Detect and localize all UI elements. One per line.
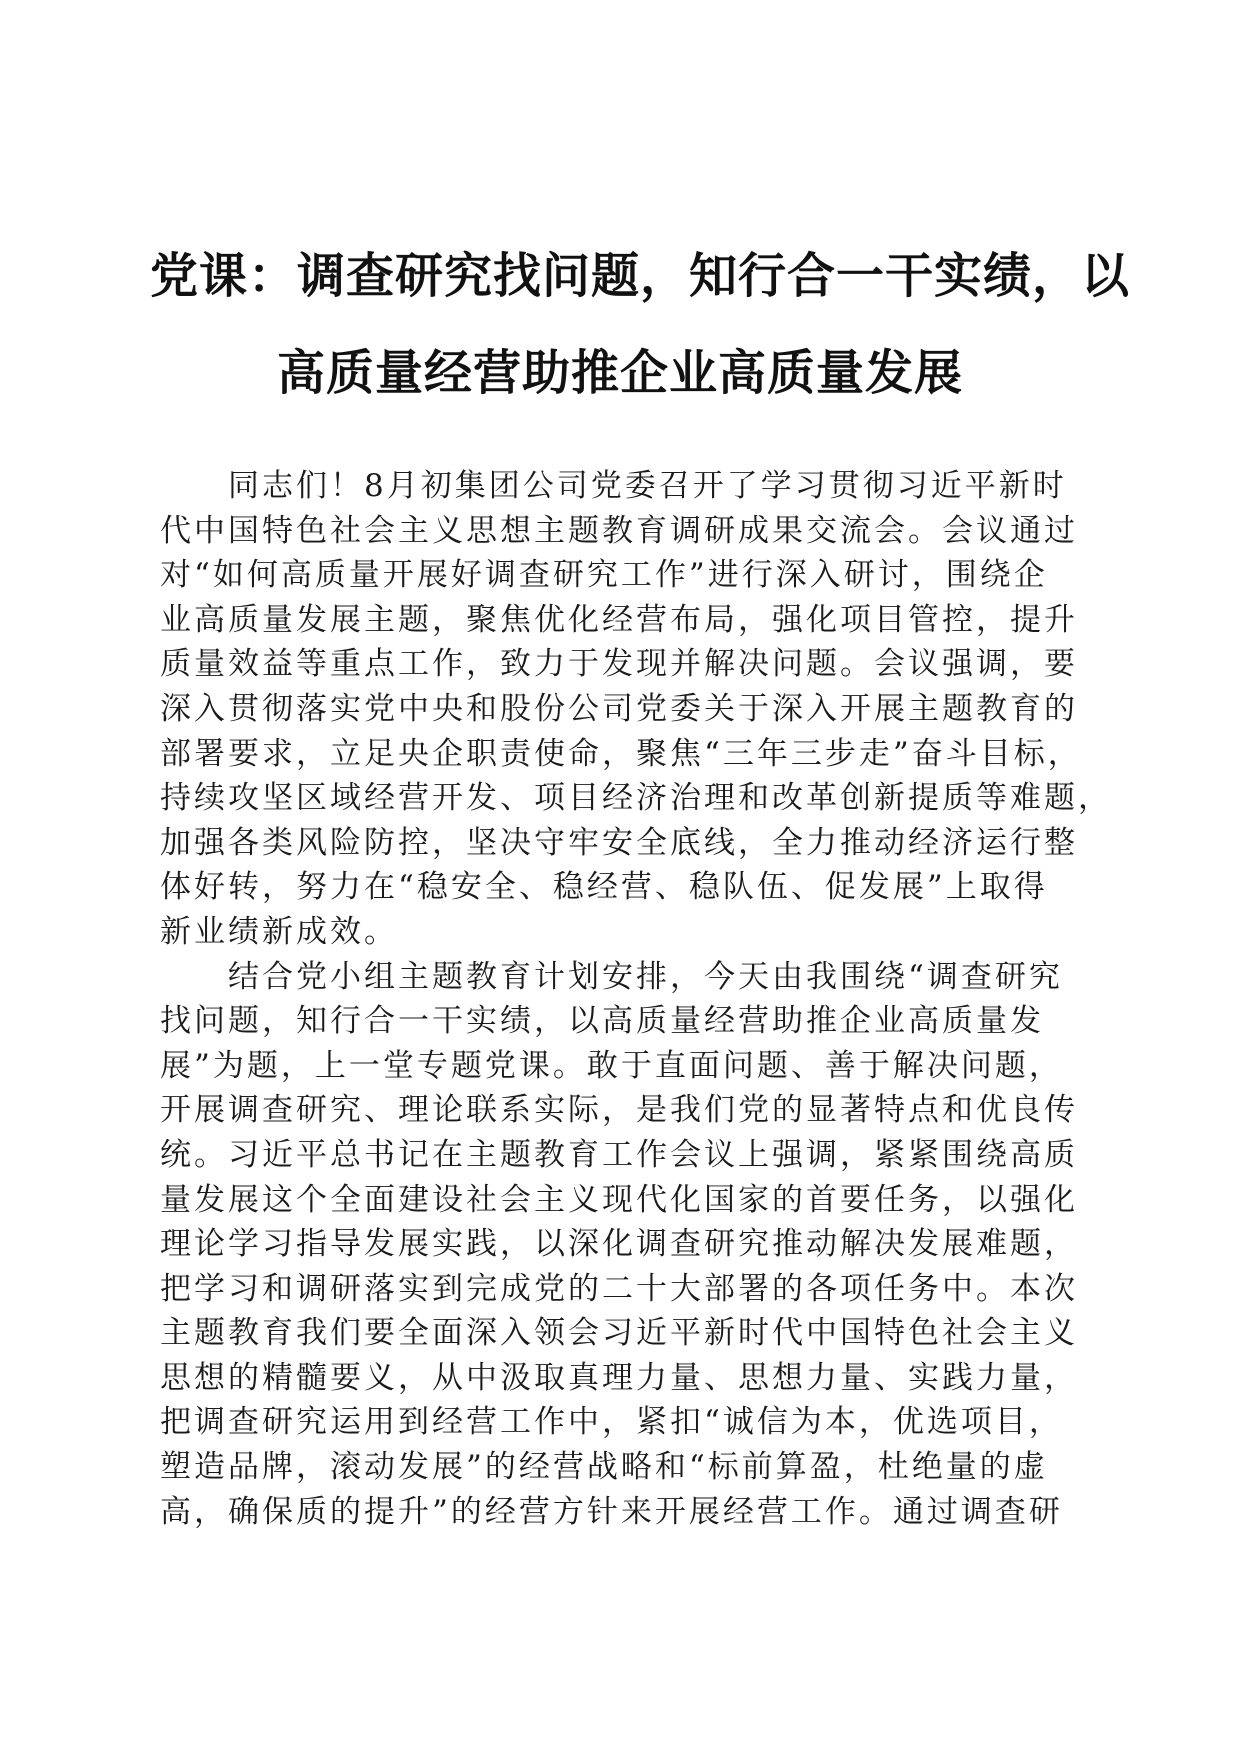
paragraph-line: 质量效益等重点工作，致力于发现并解决问题。会议强调，要 (160, 646, 1078, 683)
paragraph-line: 业高质量发展主题，聚焦优化经营布局，强化项目管控，提升 (160, 601, 1078, 638)
paragraph-line: 思想的精髓要义，从中汲取真理力量、思想力量、实践力量， (160, 1359, 1078, 1396)
document-body (160, 464, 1112, 1534)
paragraph-line: 代中国特色社会主义思想主题教育调研成果交流会。会议通过 (160, 512, 1078, 549)
paragraph-line: 同志们！8月初集团公司党委召开了学习贯彻习近平新时 (160, 468, 1067, 504)
paragraph-line: 把调查研究运用到经营工作中，紧扣“诚信为本，优选项目， (160, 1404, 1063, 1441)
paragraph-line: 对“如何高质量开展好调查研究工作”进行深入研讨，围绕企 (160, 557, 1048, 594)
paragraph-line: 持续攻坚区域经营开发、项目经济治理和改革创新提质等难题， (160, 780, 1112, 817)
paragraph-line: 理论学习指导发展实践，以深化调查研究推动解决发展难题， (160, 1226, 1078, 1263)
paragraph-line: 展”为题，上一堂专题党课。敢于直面问题、善于解决问题， (160, 1047, 1063, 1084)
paragraph-line: 开展调查研究、理论联系实际，是我们党的显著特点和优良传 (160, 1092, 1078, 1129)
paragraph-line: 加强各类风险防控，坚决守牢安全底线，全力推动经济运行整 (160, 824, 1078, 861)
paragraph-2 (160, 955, 1078, 1535)
paragraph-line: 统。习近平总书记在主题教育工作会议上强调，紧紧围绕高质 (160, 1136, 1078, 1173)
paragraph-line: 体好转，努力在“稳安全、稳经营、稳队伍、促发展”上取得 (160, 869, 1048, 906)
title-line-1: 党课：调查研究找问题，知行合一干实绩，以 (150, 248, 1131, 304)
document-title (150, 228, 1131, 422)
paragraph-line: 部署要求，立足央企职责使命，聚焦“三年三步走”奋斗目标， (160, 735, 1082, 772)
paragraph-line: 把学习和调研落实到完成党的二十大部署的各项任务中。本次 (160, 1270, 1078, 1307)
paragraph-line: 塑造品牌，滚动发展”的经营战略和“标前算盈，杜绝量的虚 (160, 1449, 1048, 1486)
paragraph-line: 高，确保质的提升”的经营方针来开展经营工作。通过调查研 (160, 1493, 1063, 1530)
paragraph-line: 量发展这个全面建设社会主义现代化国家的首要任务，以强化 (160, 1181, 1078, 1218)
paragraph-1 (160, 464, 1112, 955)
paragraph-line: 新业绩新成效。 (160, 913, 398, 950)
paragraph-line: 找问题，知行合一干实绩，以高质量经营助推企业高质量发 (160, 1003, 1044, 1040)
title-line-2: 高质量经营助推企业高质量发展 (276, 345, 963, 401)
paragraph-line: 结合党小组主题教育计划安排，今天由我围绕“调查研究 (160, 958, 1063, 995)
paragraph-line: 深入贯彻落实党中央和股份公司党委关于深入开展主题教育的 (160, 690, 1078, 727)
paragraph-line: 主题教育我们要全面深入领会习近平新时代中国特色社会主义 (160, 1315, 1078, 1352)
